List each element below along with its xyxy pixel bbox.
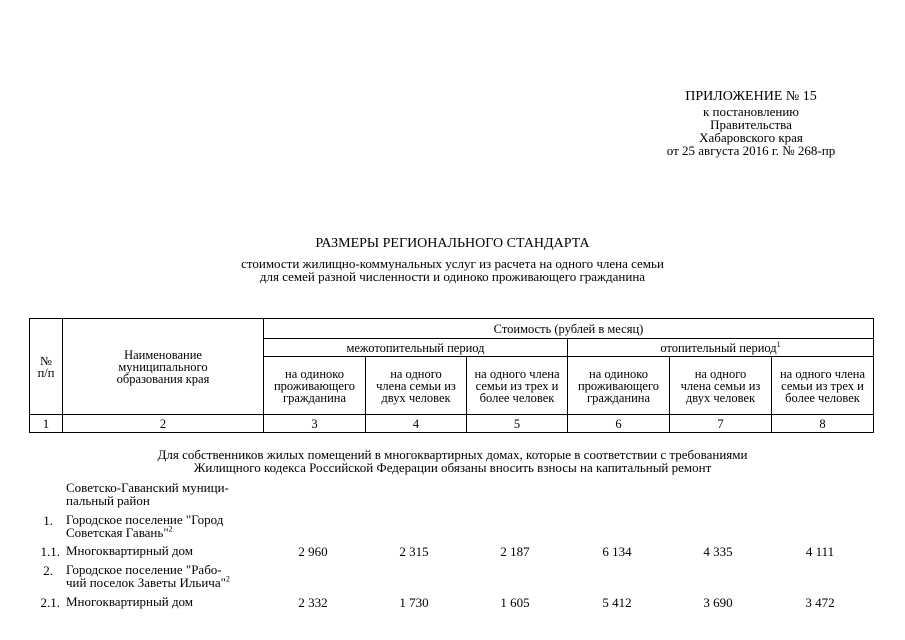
- row-name: Городское поселение "Рабо- чий поселок Заветы Ильича"$^2$: [66, 562, 230, 590]
- period-interheating-header: межотопительный период: [264, 339, 568, 357]
- column-name-header: Наименование муниципального образования края: [63, 319, 264, 415]
- index-cell: 2: [63, 415, 264, 433]
- row-name: Советско-Гаванский муници- пальный район: [66, 480, 229, 508]
- list-item: [0, 513, 905, 541]
- value-cell: 1 730: [399, 595, 429, 610]
- sub-header-three: на одного члена семьи из трех и более человек: [772, 357, 874, 415]
- index-cell: 7: [670, 415, 772, 433]
- index-cell: 6: [568, 415, 670, 433]
- value-cell: 6 134: [602, 544, 632, 559]
- value-cell: 2 332: [298, 595, 328, 610]
- value-cell: 2 315: [399, 544, 429, 559]
- period-heating-header: отопительный период$^1$: [568, 339, 874, 357]
- cost-header: Стоимость (рублей в месяц): [264, 319, 874, 339]
- value-cell: 4 335: [703, 544, 733, 559]
- index-cell: 8: [772, 415, 874, 433]
- index-cell: 5: [467, 415, 568, 433]
- appendix-title: ПРИЛОЖЕНИЕ № 15: [685, 89, 817, 104]
- document-subtitle: [0, 257, 905, 283]
- sub-header-two: на одного члена семьи из двух человек: [366, 357, 467, 415]
- appendix-block: [646, 90, 856, 157]
- row-number: 1.: [43, 513, 53, 528]
- appendix-date: от 25 августа 2016 г. № 268-пр: [666, 143, 836, 158]
- table-row: [0, 595, 905, 611]
- index-cell: 1: [30, 415, 63, 433]
- value-cell: 2 187: [500, 544, 530, 559]
- value-cell: 4 111: [805, 544, 835, 559]
- row-name: Многоквартирный дом: [66, 594, 194, 609]
- value-cell: 2 960: [298, 544, 328, 559]
- sub-header-three: на одного члена семьи из трех и более человек: [467, 357, 568, 415]
- row-number: 1.1.: [40, 544, 60, 559]
- row-name: Многоквартирный дом: [66, 543, 194, 558]
- value-cell: 1 605: [500, 595, 530, 610]
- appendix-line: к постановлению: [702, 104, 800, 119]
- index-cell: 3: [264, 415, 366, 433]
- row-number: 2.1.: [40, 595, 60, 610]
- value-cell: 3 690: [703, 595, 733, 610]
- sub-header-two: на одного члена семьи из двух человек: [670, 357, 772, 415]
- row-number: 2.: [43, 563, 53, 578]
- table-row: [0, 544, 905, 560]
- appendix-line: Правительства: [710, 117, 792, 132]
- section-note-line: Для собственников жилых помещений в многоквартирных домах, которые в соответствии с требованиями: [157, 447, 748, 462]
- section-note: [0, 448, 905, 474]
- index-cell: 4: [366, 415, 467, 433]
- appendix-line: Хабаровского края: [699, 130, 803, 145]
- list-item: [0, 563, 905, 591]
- list-item: [0, 481, 905, 509]
- document-title: РАЗМЕРЫ РЕГИОНАЛЬНОГО СТАНДАРТА: [315, 236, 590, 251]
- cost-table-header: [29, 318, 874, 433]
- sub-header-single: на одиноко проживающего гражданина: [568, 357, 670, 415]
- value-cell: 3 472: [805, 595, 835, 610]
- section-note-line: Жилищного кодекса Российской Федерации обязаны вносить взносы на капитальный ремонт: [193, 460, 712, 475]
- column-number-header: № п/п: [30, 319, 63, 415]
- row-name: Городское поселение "Город Советская Гавань"$^2$: [66, 512, 224, 540]
- subtitle-line: стоимости жилищно-коммунальных услуг из расчета на одного члена семьи: [241, 256, 664, 271]
- subtitle-line: для семей разной численности и одиноко проживающего гражданина: [259, 269, 646, 284]
- value-cell: 5 412: [602, 595, 632, 610]
- sub-header-single: на одиноко проживающего гражданина: [264, 357, 366, 415]
